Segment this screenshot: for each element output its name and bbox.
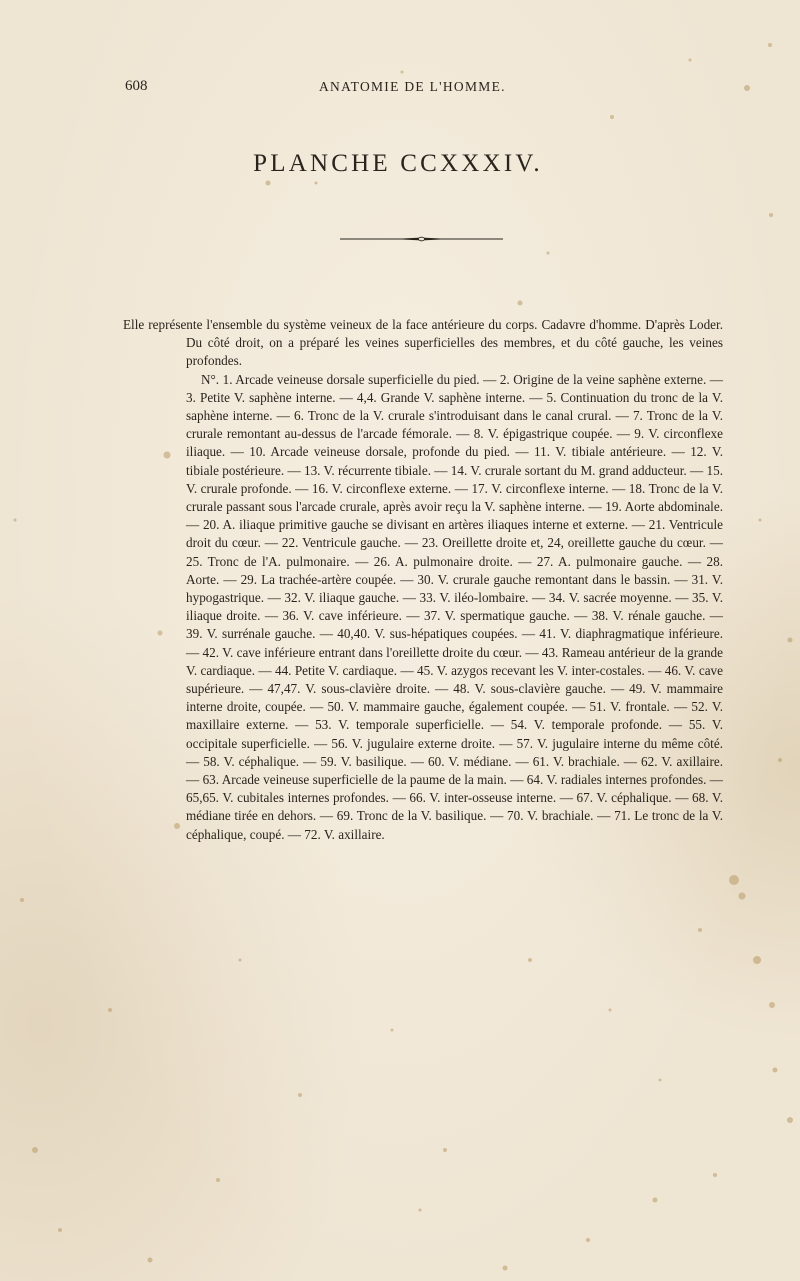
ornamental-rule <box>340 233 503 245</box>
legend-paragraph: N°. 1. Arcade veineuse dorsale superficielle du pied. — 2. Origine de la veine saphène externe. — 3. Petite V. saphène interne. — 4,4. Grande V. saphène interne. — 5. Continuation du tronc de la V. saphène interne. — 6. Tronc de la V. crurale s'introduisant dans le canal crural. — 7. Tronc de la V. crurale remontant au-dessus de l'arcade fémorale. — 8. V. épigastrique coupée. — 9. V. circonflexe iliaque. — 10. Arcade veineuse dorsale, profonde du pied. — 11. V. tibiale antérieure. — 12. V. tibiale postérieure. — 13. V. récurrente tibiale. — 14. V. crurale sortant du M. grand adducteur. — 15. V. crurale profonde. — 16. V. circonflexe externe. — 17. V. circonflexe interne. — 18. Tronc de la V. crurale passant sous l'arcade crurale, après avoir reçu la V. saphène interne. — 19. Aorte abdominale. — 20. A. iliaque primitive gauche se divisant en artères iliaques interne et externe. — 21. Ventricule droit du cœur. — 22. Ventricule gauche. — 23. Oreillette droite et, 24, oreillette gauche du cœur. — 25. Tronc de l'A. pulmonaire. — 26. A. pulmonaire droite. — 27. A. pulmonaire gauche. — 28. Aorte. — 29. La trachée-artère coupée. — 30. V. crurale gauche remontant dans le bassin. — 31. V. hypogastrique. — 32. V. iliaque gauche. — 33. V. iléo-lombaire. — 34. V. sacrée moyenne. — 35. V. iliaque droite. — 36. V. cave inférieure. — 37. V. spermatique gauche. — 38. V. rénale gauche. — 39. V. surrénale gauche. — 40,40. V. sus-hépatiques coupées. — 41. V. diaphragmatique inférieure. — 42. V. cave inférieure entrant dans l'oreillette droite du cœur. — 43. Rameau antérieur de la grande V. cardiaque. — 44. Petite V. cardiaque. — 45. V. azygos recevant les V. inter-costales. — 46. V. cave supérieure. — 47,47. V. sous-clavière droite. — 48. V. sous-clavière gauche. — 49. V. mammaire interne droite, coupée. — 50. V. mammaire gauche, également coupée. — 51. V. frontale. — 52. V. maxillaire externe. — 53. V. temporale superficielle. — 54. V. temporale profonde. — 55. V. occipitale superficielle. — 56. V. jugulaire externe droite. — 57. V. jugulaire interne du même côté. — 58. V. céphalique. — 59. V. basilique. — 60. V. médiane. — 61. V. brachiale. — 62. V. axillaire. — 63. Arcade veineuse superficielle de la paume de la main. — 64. V. radiales internes profondes. — 65,65. V. cubitales internes profondes. — 66. V. inter-osseuse interne. — 67. V. céphalique. — 68. V. médiane tirée en dehors. — 69. Tronc de la V. basilique. — 70. V. brachiale. — 71. Le tronc de la V. céphalique, coupé. — 72. V. axillaire. <box>186 371 723 842</box>
page-number: 608 <box>125 78 148 94</box>
plate-title: PLANCHE CCXXXIV. <box>253 150 543 177</box>
plate-description <box>123 316 723 844</box>
running-head <box>125 78 530 98</box>
running-title: ANATOMIE DE L'HOMME. <box>319 79 506 94</box>
intro-paragraph: Elle représente l'ensemble du système veineux de la face antérieure du corps. Cadavre d'homme. D'après Loder. Du côté droit, on a préparé les veines superficielles des membres, et du côté gauche, les veines profondes. <box>123 317 723 369</box>
